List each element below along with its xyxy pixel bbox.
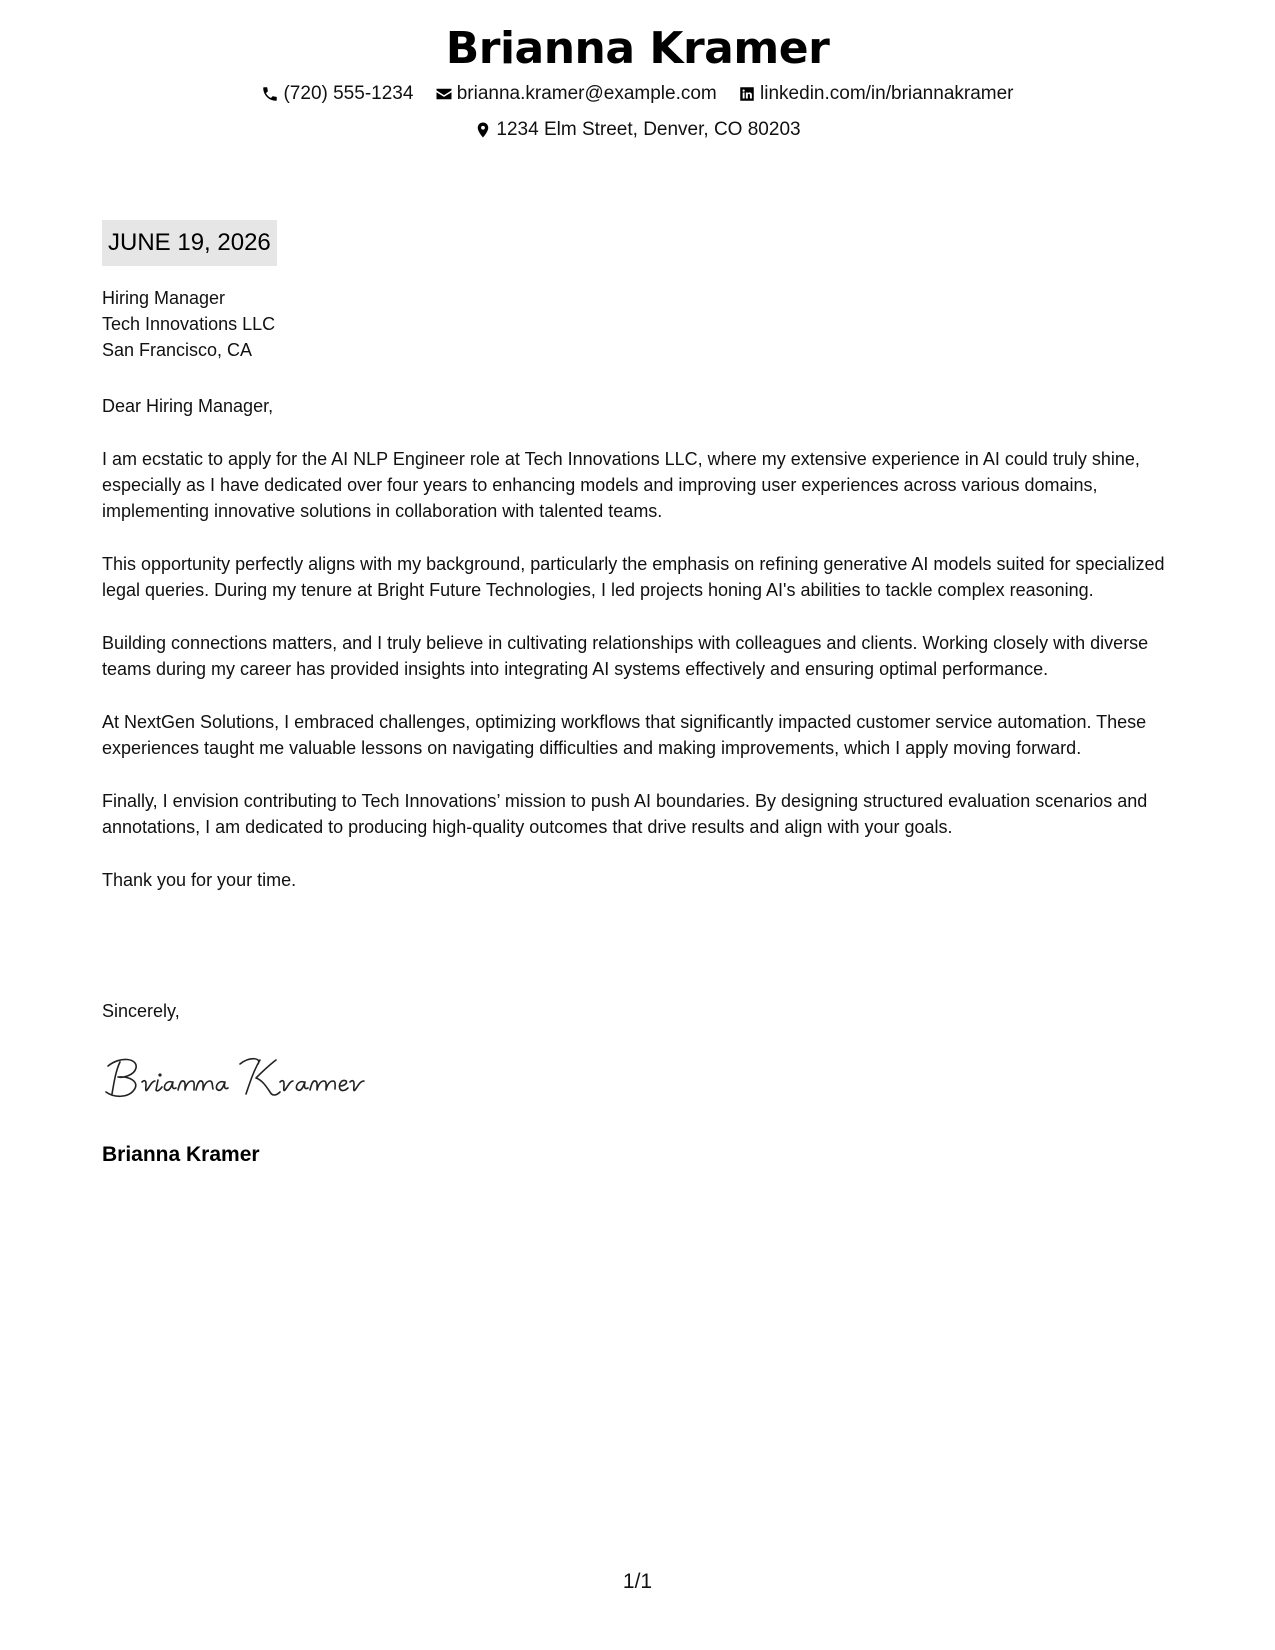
contact-address xyxy=(474,116,800,144)
paragraph-3: Building connections matters, and I truly believe in cultivating relationships with colleagues and clients. Working closely with diverse teams during my career has provided insights into integrating AI systems effectively and ensuring optimal performance. xyxy=(102,633,1149,679)
paragraph-1: I am ecstatic to apply for the AI NLP Engineer role at Tech Innovations LLC, where my extensive experience in AI could truly shine, especially as I have dedicated over four years to enhancing models and improving user experiences across various domains, implementing innovative solutions in collaboration with talented teams. xyxy=(102,449,1140,521)
closing: Sincerely, xyxy=(102,1001,180,1021)
linkedin-link[interactable]: linkedin.com/in/briannakramer xyxy=(760,83,1014,104)
applicant-name: Brianna Kramer xyxy=(445,23,830,74)
thanks-line: Thank you for your time. xyxy=(102,870,297,890)
recipient-block xyxy=(102,285,275,363)
contact-phone xyxy=(261,80,413,108)
phone-text: (720) 555-1234 xyxy=(283,83,414,104)
recipient-company: Tech Innovations LLC xyxy=(102,314,276,334)
phone-icon xyxy=(261,85,279,103)
letter-header xyxy=(0,22,1275,148)
linkedin-icon xyxy=(738,85,756,103)
recipient-location: San Francisco, CA xyxy=(102,340,253,360)
page-number: 1/1 xyxy=(622,1570,653,1593)
address-text: 1234 Elm Street, Denver, CO 80203 xyxy=(496,119,801,140)
signer-name: Brianna Kramer xyxy=(102,1143,260,1166)
envelope-icon xyxy=(435,85,453,103)
address-row xyxy=(0,116,1275,148)
paragraph-5: Finally, I envision contributing to Tech Innovations’ mission to push AI boundaries. By designing structured evaluation scenarios and annotations, I am dedicated to producing high-quality outcomes that drive results and align with your goals. xyxy=(102,791,1148,837)
email-link[interactable]: brianna.kramer@example.com xyxy=(456,83,717,104)
handwritten-signature xyxy=(100,1050,370,1110)
letter-date: JUNE 19, 2026 xyxy=(102,220,277,266)
contact-linkedin[interactable] xyxy=(738,80,1013,108)
salutation: Dear Hiring Manager, xyxy=(102,396,274,416)
map-pin-icon xyxy=(474,121,492,139)
letter-body xyxy=(102,393,1177,920)
contact-row xyxy=(0,80,1275,112)
contact-email[interactable] xyxy=(435,80,717,108)
paragraph-2: This opportunity perfectly aligns with my background, particularly the emphasis on refining generative AI models suited for specialized legal queries. During my tenure at Bright Future Technologies, I led projects honing AI's abilities to tackle complex reasoning. xyxy=(102,554,1165,600)
paragraph-4: At NextGen Solutions, I embraced challenges, optimizing workflows that significantly impacted customer service automation. These experiences taught me valuable lessons on navigating difficulties and making improvements, which I apply moving forward. xyxy=(102,712,1147,758)
recipient-title: Hiring Manager xyxy=(102,288,226,308)
